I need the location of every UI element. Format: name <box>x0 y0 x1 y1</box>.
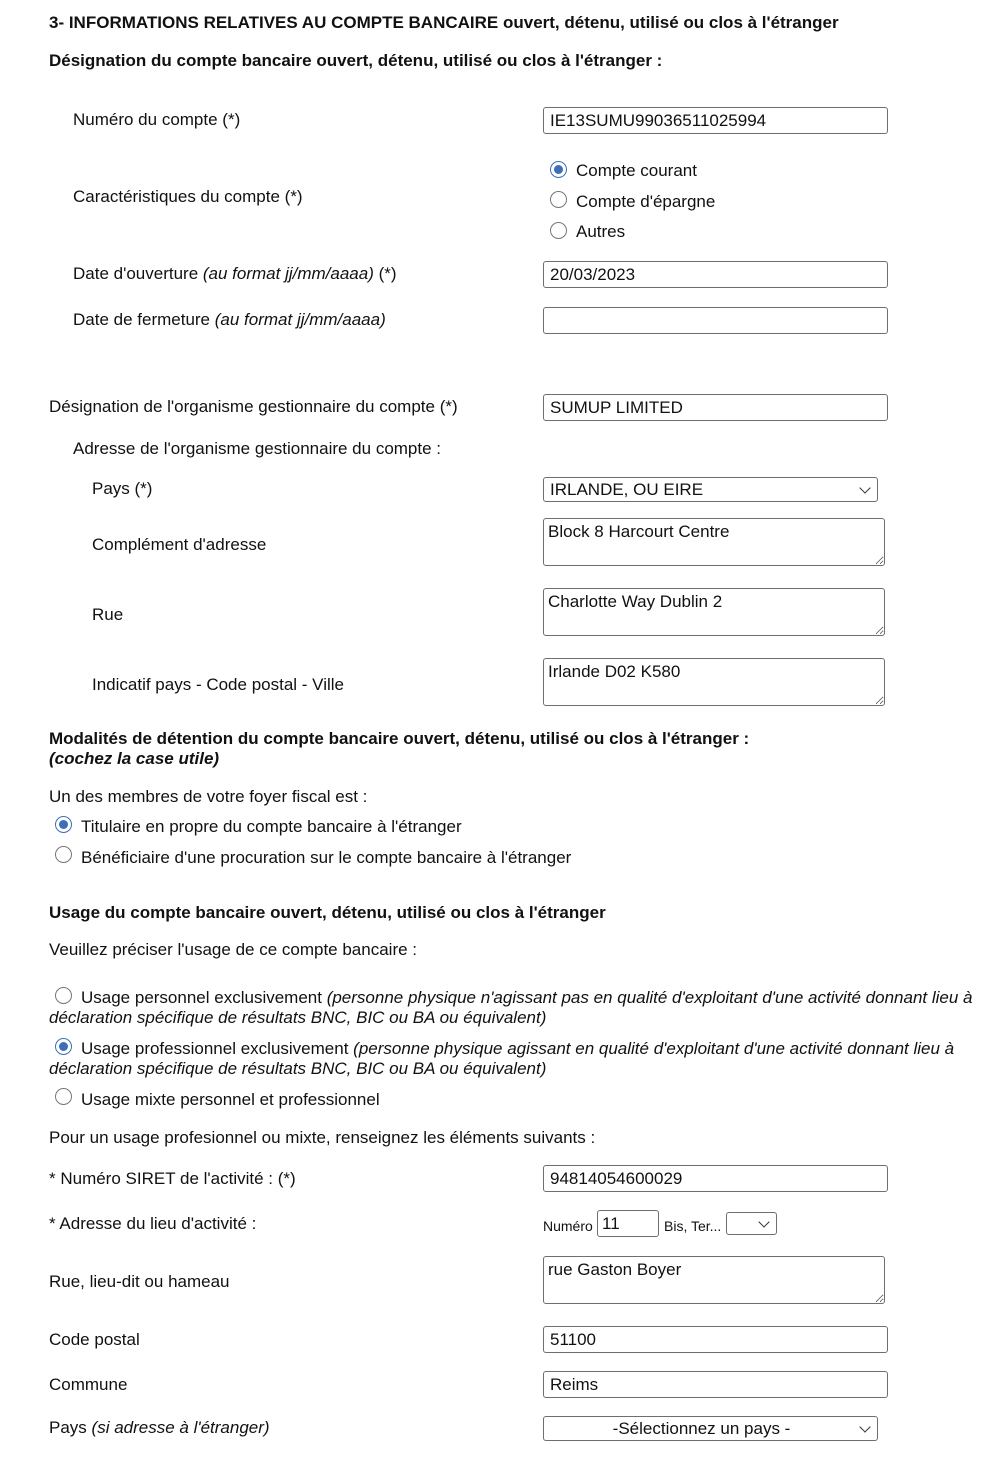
org-country-select[interactable] <box>543 477 878 502</box>
commune-label: Commune <box>49 1375 128 1394</box>
radio-compte-epargne[interactable] <box>550 191 567 208</box>
designation-heading: Désignation du compte bancaire ouvert, détenu, utilisé ou clos à l'étranger : <box>49 51 663 70</box>
org-complement-label: Complément d'adresse <box>92 535 267 554</box>
holding-intro: Un des membres de votre foyer fiscal est : <box>49 787 368 806</box>
org-street-textarea[interactable] <box>543 588 885 636</box>
option-compte-courant: Compte courant <box>576 161 697 180</box>
option-usage-mixte: Usage mixte personnel et professionnel <box>81 1090 380 1109</box>
activity-country-text: Pays <box>49 1418 92 1437</box>
option-titulaire: Titulaire en propre du compte bancaire à l'étranger <box>81 817 462 836</box>
usage-personnel-label: Usage personnel exclusivement <box>81 988 327 1007</box>
opening-date-input[interactable] <box>543 261 888 288</box>
radio-compte-courant[interactable] <box>550 161 567 178</box>
option-compte-epargne: Compte d'épargne <box>576 192 716 211</box>
organisation-name-input[interactable] <box>543 394 888 421</box>
org-complement-textarea[interactable] <box>543 518 885 566</box>
organisation-address-heading: Adresse de l'organisme gestionnaire du compte : <box>73 439 442 458</box>
section-title <box>49 13 839 33</box>
postal-code-label: Code postal <box>49 1330 140 1349</box>
activity-country-value: -Sélectionnez un pays - <box>612 1419 791 1438</box>
activity-country-label <box>49 1418 270 1438</box>
commune-input[interactable] <box>543 1371 888 1398</box>
radio-autres[interactable] <box>550 222 567 239</box>
org-street-label: Rue <box>92 605 124 624</box>
org-city-textarea[interactable] <box>543 658 885 706</box>
activity-country-select[interactable] <box>543 1416 878 1441</box>
holding-subheading: (cochez la case utile) <box>49 749 220 768</box>
option-usage-professionnel <box>49 1039 999 1079</box>
opening-date-format: (au format jj/mm/aaaa) <box>202 264 374 283</box>
pro-intro: Pour un usage profesionnel ou mixte, renseignez les éléments suivants : <box>49 1128 596 1147</box>
numero-input[interactable] <box>597 1210 659 1237</box>
radio-usage-mixte[interactable] <box>55 1088 72 1105</box>
org-country-value: IRLANDE, OU EIRE <box>550 480 704 499</box>
characteristics-label: Caractéristiques du compte (*) <box>73 187 303 206</box>
option-beneficiaire: Bénéficiaire d'une procuration sur le compte bancaire à l'étranger <box>81 848 572 867</box>
activity-street-textarea[interactable] <box>543 1256 885 1304</box>
opening-date-required: (*) <box>373 264 397 283</box>
radio-titulaire[interactable] <box>55 816 72 833</box>
closing-date-input[interactable] <box>543 307 888 334</box>
activity-country-hint: (si adresse à l'étranger) <box>91 1418 270 1437</box>
closing-date-text: Date de fermeture <box>73 310 215 329</box>
postal-code-input[interactable] <box>543 1326 888 1353</box>
usage-heading: Usage du compte bancaire ouvert, détenu, utilisé ou clos à l'étranger <box>49 903 606 922</box>
numero-label: Numéro <box>543 1218 593 1234</box>
account-number-label: Numéro du compte (*) <box>73 110 241 129</box>
holding-heading: Modalités de détention du compte bancaire ouvert, détenu, utilisé ou clos à l'étranger : <box>49 729 750 748</box>
bis-label: Bis, Ter... <box>664 1218 722 1234</box>
closing-date-format: (au format jj/mm/aaaa) <box>214 310 386 329</box>
chevron-down-icon <box>859 1421 870 1432</box>
account-number-input[interactable] <box>543 107 888 134</box>
opening-date-text: Date d'ouverture <box>73 264 203 283</box>
usage-intro: Veuillez préciser l'usage de ce compte bancaire : <box>49 940 418 959</box>
usage-professionnel-note: (personne physique agissant en qualité d'exploitant d'une activité donnant lieu à déclaration spécifique de résultats BNC, BIC ou BA ou équivalent) <box>49 1039 955 1078</box>
siret-label: * Numéro SIRET de l'activité : (*) <box>49 1169 296 1188</box>
bis-select[interactable] <box>726 1212 777 1235</box>
org-city-label: Indicatif pays - Code postal - Ville <box>92 675 344 694</box>
closing-date-label <box>73 310 386 330</box>
option-usage-personnel <box>49 988 999 1028</box>
section-title-rest: ouvert, détenu, utilisé ou clos à l'étranger <box>498 13 839 32</box>
organisation-name-label: Désignation de l'organisme gestionnaire du compte (*) <box>49 397 458 416</box>
radio-beneficiaire[interactable] <box>55 846 72 863</box>
chevron-down-icon <box>758 1216 769 1227</box>
activity-address-label: * Adresse du lieu d'activité : <box>49 1214 257 1233</box>
org-country-label: Pays (*) <box>92 479 153 498</box>
opening-date-label <box>73 264 397 284</box>
section-title-bold: 3- INFORMATIONS RELATIVES AU COMPTE BANCAIRE <box>49 13 499 32</box>
siret-input[interactable] <box>543 1165 888 1192</box>
option-autres: Autres <box>576 222 626 241</box>
usage-personnel-note: (personne physique n'agissant pas en qualité d'exploitant d'une activité donnant lieu à déclaration spécifique de résultats BNC, BIC ou BA ou équivalent) <box>49 988 973 1027</box>
usage-professionnel-label: Usage professionnel exclusivement <box>81 1039 354 1058</box>
chevron-down-icon <box>859 482 870 493</box>
activity-street-label: Rue, lieu-dit ou hameau <box>49 1272 230 1291</box>
